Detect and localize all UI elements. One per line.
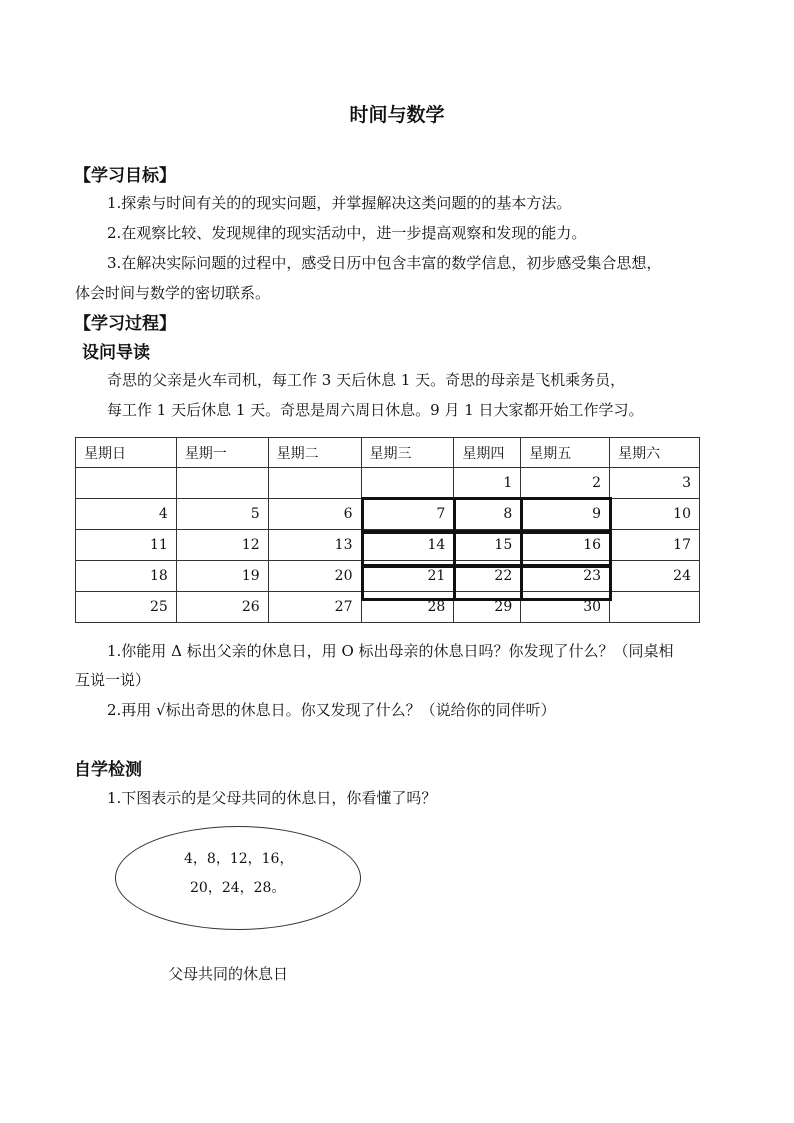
ellipse-caption: 父母共同的休息日 xyxy=(168,965,289,983)
objective-item-3-cont: 体会时间与数学的密切联系。 xyxy=(75,284,271,302)
weekday-header: 星期六 xyxy=(610,438,700,468)
calendar-cell: 27 xyxy=(268,592,361,623)
process-heading: 【学习过程】 xyxy=(74,314,176,334)
calendar-cell xyxy=(361,468,454,499)
calendar-cell: 1 xyxy=(454,468,521,499)
weekday-header: 星期一 xyxy=(176,438,268,468)
calendar-cell: 10 xyxy=(610,499,700,530)
calendar-row xyxy=(76,468,700,499)
objective-item-2: 2.在观察比较、发现规律的现实活动中，进一步提高观察和发现的能力。 xyxy=(107,224,587,242)
calendar-cell: 2 xyxy=(521,468,610,499)
calendar-cell: 21 xyxy=(361,561,454,592)
calendar-row xyxy=(76,530,700,561)
calendar-row xyxy=(76,592,700,623)
ellipse-text-line-1: 4，8，12，16， xyxy=(184,851,294,867)
calendar-cell: 29 xyxy=(454,592,521,623)
calendar-cell xyxy=(610,592,700,623)
calendar-cell: 19 xyxy=(176,561,268,592)
self-check-heading: 自学检测 xyxy=(74,760,142,780)
calendar-cell xyxy=(76,468,177,499)
calendar-cell xyxy=(268,468,361,499)
calendar-cell: 6 xyxy=(268,499,361,530)
calendar-cell: 5 xyxy=(176,499,268,530)
page-title: 时间与数学 xyxy=(349,104,445,126)
calendar-header-row xyxy=(76,438,700,468)
calendar-cell: 17 xyxy=(610,530,700,561)
calendar-cell: 26 xyxy=(176,592,268,623)
question-1-line-2: 互说一说） xyxy=(75,671,151,689)
calendar-cell: 16 xyxy=(521,530,610,561)
weekday-header: 星期二 xyxy=(268,438,361,468)
weekday-header: 星期四 xyxy=(454,438,521,468)
objective-item-3: 3.在解决实际问题的过程中，感受日历中包含丰富的数学信息，初步感受集合思想， xyxy=(107,254,662,272)
calendar-table xyxy=(75,437,700,623)
question-1-line-1: 1.你能用 Δ 标出父亲的休息日，用 O 标出母亲的休息日吗？你发现了什么？（同桌相 xyxy=(107,642,674,660)
self-check-question-1: 1.下图表示的是父母共同的休息日，你看懂了吗？ xyxy=(107,789,437,807)
calendar-cell: 4 xyxy=(76,499,177,530)
intro-line-2: 每工作 1 天后休息 1 天。奇思是周六周日休息。9 月 1 日大家都开始工作学习。 xyxy=(107,401,644,419)
weekday-header: 星期日 xyxy=(76,438,177,468)
calendar-cell: 25 xyxy=(76,592,177,623)
weekday-header: 星期五 xyxy=(521,438,610,468)
calendar-cell: 7 xyxy=(361,499,454,530)
objectives-heading: 【学习目标】 xyxy=(74,166,176,186)
calendar-cell: 14 xyxy=(361,530,454,561)
calendar-cell: 15 xyxy=(454,530,521,561)
calendar-cell: 28 xyxy=(361,592,454,623)
calendar-cell: 22 xyxy=(454,561,521,592)
calendar-cell: 9 xyxy=(521,499,610,530)
calendar-row xyxy=(76,561,700,592)
calendar-cell: 20 xyxy=(268,561,361,592)
question-2: 2.再用 √标出奇思的休息日。你又发现了什么？（说给你的同伴听） xyxy=(107,701,556,719)
calendar-cell: 8 xyxy=(454,499,521,530)
calendar-cell: 3 xyxy=(610,468,700,499)
calendar-row xyxy=(76,499,700,530)
calendar-cell: 30 xyxy=(521,592,610,623)
calendar-cell: 24 xyxy=(610,561,700,592)
calendar-cell: 18 xyxy=(76,561,177,592)
calendar-cell: 23 xyxy=(521,561,610,592)
objective-item-1: 1.探索与时间有关的的现实问题，并掌握解决这类问题的的基本方法。 xyxy=(107,194,572,212)
calendar-cell xyxy=(176,468,268,499)
calendar-cell: 13 xyxy=(268,530,361,561)
ellipse-text-line-2: 20，24，28。 xyxy=(190,880,286,896)
calendar-cell: 12 xyxy=(176,530,268,561)
calendar-cell: 11 xyxy=(76,530,177,561)
weekday-header: 星期三 xyxy=(361,438,454,468)
intro-line-1: 奇思的父亲是火车司机，每工作 3 天后休息 1 天。奇思的母亲是飞机乘务员， xyxy=(107,371,626,389)
process-subheading: 设问导读 xyxy=(82,343,150,363)
